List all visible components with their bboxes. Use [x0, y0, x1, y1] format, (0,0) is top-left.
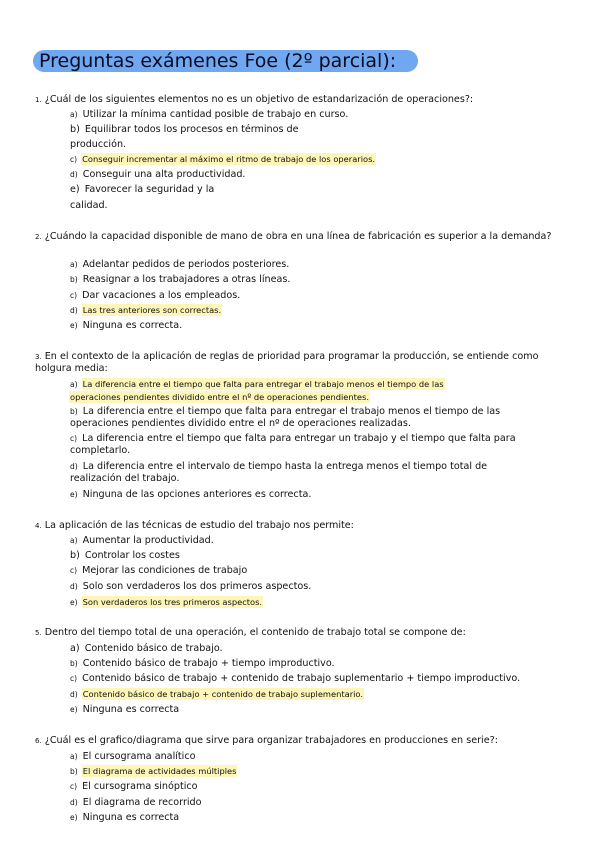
option-4e: e) Son verdaderos los tres primeros aspectos. [70, 597, 263, 607]
option-4b: b) Controlar los costes [70, 550, 180, 561]
correct-answer-highlight: Son verdaderos los tres primeros aspectos. [82, 597, 263, 607]
page-title: Preguntas exámenes Foe (2º parcial): [33, 50, 418, 72]
correct-answer-highlight: Conseguir incrementar al máximo el ritmo de trabajo de los operarios. [82, 154, 376, 164]
option-3e: e) Ninguna de las opciones anteriores es correcta. [70, 489, 312, 500]
question-6: 6. ¿Cuál es el grafico/diagrama que sirve para organizar trabajadores en producciones en serie?: [35, 735, 498, 746]
option-2e: e) Ninguna es correcta. [70, 320, 183, 331]
option-2c: c) Dar vacaciones a los empleados. [70, 290, 241, 301]
option-1b-cont: producción. [70, 139, 127, 150]
option-1b: b) Equilibrar todos los procesos en términos de [70, 124, 299, 135]
option-4d: d) Solo son verdaderos los dos primeros aspectos. [70, 581, 312, 592]
option-6b: b) El diagrama de actividades múltiples [70, 766, 237, 776]
option-1a: a) Utilizar la mínima cantidad posible de trabajo en curso. [70, 109, 349, 120]
option-3c: c) La diferencia entre el tiempo que falta para entregar un trabajo y el tiempo que falta para completarlo. [70, 433, 516, 456]
option-6a: a) El cursograma analítico [70, 751, 196, 762]
correct-answer-highlight: La diferencia entre el tiempo que falta para entregar el trabajo menos el tiempo de las [82, 379, 444, 389]
question-4: 4. La aplicación de las técnicas de estudio del trabajo nos permite: [35, 520, 354, 531]
option-5e: e) Ninguna es correcta [70, 704, 180, 715]
option-1d: d) Conseguir una alta productividad. [70, 169, 246, 180]
correct-answer-highlight: operaciones pendientes dividido entre el nº de operaciones pendientes. [70, 392, 369, 402]
question-5: 5. Dentro del tiempo total de una operación, el contenido de trabajo total se compone de: [35, 627, 466, 638]
option-1e: e) Favorecer la seguridad y la [70, 184, 215, 195]
option-3a-cont [70, 390, 369, 405]
option-5d: d) Contenido básico de trabajo + contenido de trabajo suplementario. [70, 689, 363, 699]
question-2: 2. ¿Cuándo la capacidad disponible de mano de obra en una línea de fabricación es superior a la demanda? [35, 231, 552, 242]
option-2d: d) Las tres anteriores son correctas. [70, 305, 222, 315]
question-1: 1. ¿Cuál de los siguientes elementos no es un objetivo de estandarización de operaciones?: [35, 94, 474, 105]
option-4a: a) Aumentar la productividad. [70, 535, 214, 546]
option-2a: a) Adelantar pedidos de periodos posteriores. [70, 259, 290, 270]
option-5c: c) Contenido básico de trabajo + contenido de trabajo suplementario + tiempo improductivo. [70, 673, 521, 684]
option-5b: b) Contenido básico de trabajo + tiempo improductivo. [70, 658, 335, 669]
option-6e: e) Ninguna es correcta [70, 812, 180, 823]
option-3d: d) La diferencia entre el intervalo de tiempo hasta la entrega menos el tiempo total de realización del trabajo. [70, 461, 488, 484]
option-6d: d) El diagrama de recorrido [70, 797, 202, 808]
option-1c: c) Conseguir incrementar al máximo el ritmo de trabajo de los operarios. [70, 154, 376, 164]
correct-answer-highlight: Las tres anteriores son correctas. [82, 305, 222, 315]
option-3b: b) La diferencia entre el tiempo que falta para entregar el trabajo menos el tiempo de las operaciones pendientes dividido entre el nº de operaciones realizadas. [70, 406, 501, 429]
option-2b: b) Reasignar a los trabajadores a otras líneas. [70, 274, 291, 285]
option-1e-cont: calidad. [70, 200, 108, 211]
option-3a: a) La diferencia entre el tiempo que falta para entregar el trabajo menos el tiempo de las [70, 379, 444, 389]
correct-answer-highlight: El diagrama de actividades múltiples [82, 766, 237, 776]
option-4c: c) Mejorar las condiciones de trabajo [70, 565, 248, 576]
correct-answer-highlight: Contenido básico de trabajo + contenido de trabajo suplementario. [82, 689, 363, 699]
question-3: 3. En el contexto de la aplicación de reglas de prioridad para programar la producción, se entiende como holgura media: [35, 351, 539, 374]
option-6c: c) El cursograma sinóptico [70, 781, 198, 792]
option-5a: a) Contenido básico de trabajo. [70, 643, 223, 654]
